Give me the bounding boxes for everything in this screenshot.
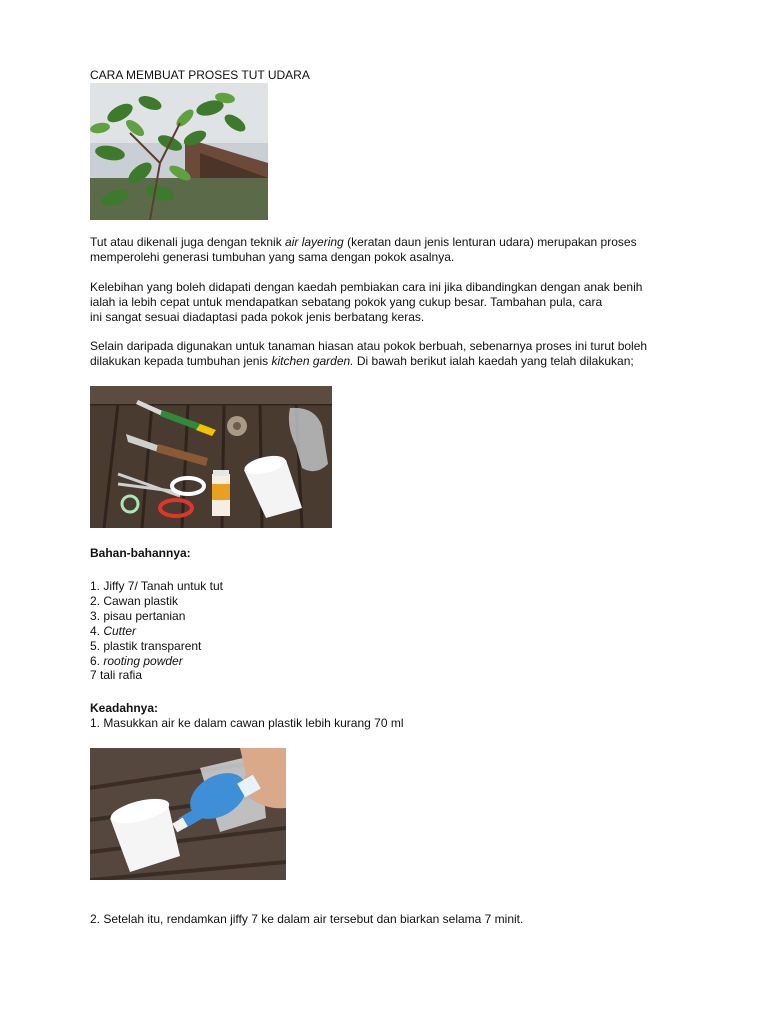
document-title: CARA MEMBUAT PROSES TUT UDARA — [90, 68, 310, 82]
material-item: 4. Cutter — [90, 624, 137, 638]
pouring-water-photo — [90, 748, 286, 880]
step-2: 2. Setelah itu, rendamkan jiffy 7 ke dalam air tersebut dan biarkan selama 7 minit. — [90, 912, 524, 926]
air-layering-term: air layering — [285, 235, 344, 249]
material-item: 5. plastik transparent — [90, 639, 202, 653]
usage-line-1: Selain daripada digunakan untuk tanaman hiasan atau pokok berbuah, sebenarnya proses ini turut boleh — [90, 339, 648, 353]
material-item: 2. Cawan plastik — [90, 594, 179, 608]
material-item: 1. Jiffy 7/ Tanah untuk tut — [90, 579, 223, 593]
tools-photo — [90, 386, 332, 528]
material-item: 6. rooting powder — [90, 654, 183, 668]
kitchen-garden-term: kitchen garden. — [271, 354, 354, 368]
plant-photo — [90, 83, 268, 220]
steps-heading: Keadahnya: — [90, 701, 159, 715]
usage-line-2: dilakukan kepada tumbuhan jenis kitchen garden. Di bawah berikut ialah kaedah yang telah dilakukan; — [90, 354, 634, 368]
advantage-line-3: ini sangat sesuai diadaptasi pada pokok jenis berbatang keras. — [90, 310, 425, 324]
intro-line-1: Tut atau dikenali juga dengan teknik air layering (keratan daun jenis lenturan udara) merupakan proses — [90, 235, 637, 249]
intro-line-2: memperolehi generasi tumbuhan yang sama dengan pokok asalnya. — [90, 250, 455, 264]
advantage-line-1: Kelebihan yang boleh didapati dengan kaedah pembiakan cara ini jika dibandingkan dengan anak benih — [90, 280, 643, 294]
advantage-line-2: ialah ia lebih cepat untuk mendapatkan sebatang pokok yang cukup besar. Tambahan pula, cara — [90, 295, 603, 309]
material-item: 7 tali rafia — [90, 668, 143, 682]
step-1: 1. Masukkan air ke dalam cawan plastik lebih kurang 70 ml — [90, 716, 404, 730]
materials-heading: Bahan-bahannya: — [90, 546, 191, 560]
material-item: 3. pisau pertanian — [90, 609, 186, 623]
